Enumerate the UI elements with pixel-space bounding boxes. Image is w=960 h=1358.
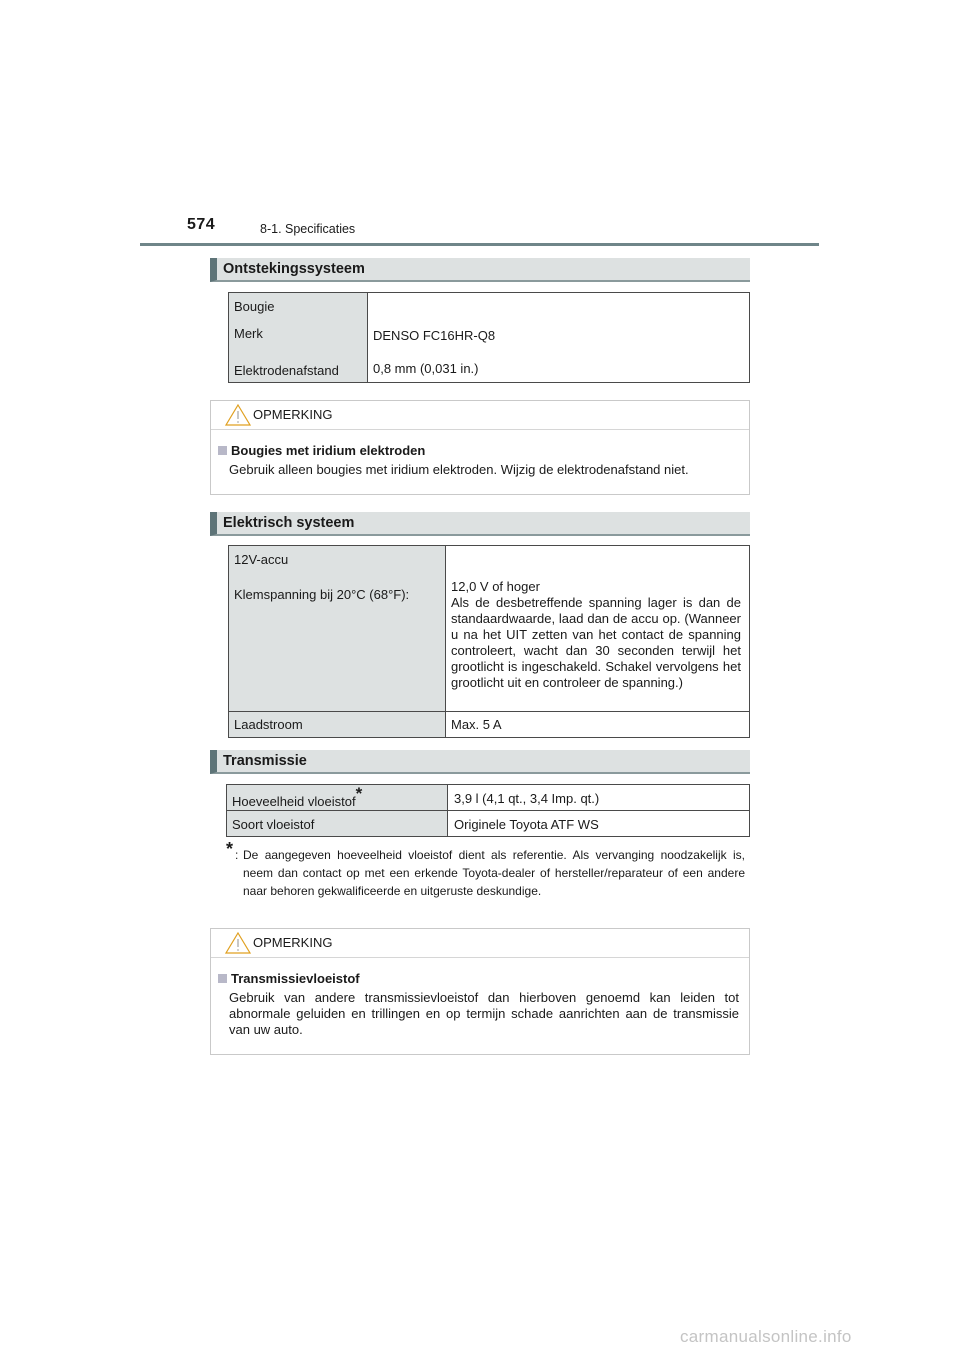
note-box-transmission: [210, 928, 750, 1055]
fluid-qty-label-cell: [227, 785, 448, 811]
charge-value: Max. 5 A: [451, 717, 502, 732]
ignition-value-gap: 0,8 mm (0,031 in.): [373, 361, 479, 376]
fluid-qty-value-cell: [448, 785, 750, 811]
fluid-type-label: Soort vloeistof: [232, 817, 315, 832]
section-ignition-title: [210, 258, 750, 282]
section-electrical-title-text: Elektrisch systeem: [223, 515, 355, 531]
electrical-table: [228, 545, 750, 738]
square-bullet-icon: [218, 974, 227, 983]
fluid-qty-marker: *: [355, 784, 363, 803]
fluid-type-value-cell: [448, 811, 750, 837]
table-row: [227, 785, 750, 811]
note-bullet: [218, 443, 425, 458]
electrical-values: [446, 546, 750, 712]
note-header: [211, 929, 749, 958]
voltage-description: Als de desbetreffende spanning lager is dan de standaardwaarde, laad dan de accu op. (Wanneer u na het UIT zetten van het contact de spanning controleert, wacht dan 30 seconden terwijl het grootlicht is ingeschakeld. Schakel vervolgens het grootlicht uit en controleer de spanning.): [451, 595, 741, 690]
section-ignition-title-text: Ontstekingssysteem: [223, 261, 365, 277]
fluid-qty-label: Hoeveelheid vloeistof: [232, 794, 356, 809]
note-bullet: [218, 971, 360, 986]
transmission-table: [226, 784, 750, 837]
note-bullet-title: Bougies met iridium elektroden: [231, 443, 426, 458]
section-electrical-title: [210, 512, 750, 536]
table-row: [229, 712, 750, 738]
footnote-text: De aangegeven hoeveelheid vloeistof dient als referentie. Als vervanging noodzakelijk is, neem dan contact op met een erkende Toyota-dealer of hersteller/reparateur of een andere naar behoren gekwalificeerde en uitgeruste deskundige.: [243, 848, 745, 898]
footnote-marker: *: [226, 839, 234, 859]
fluid-qty-value: 3,9 l (4,1 qt., 3,4 Imp. qt.): [454, 791, 600, 806]
electrical-labels: [229, 546, 446, 712]
ignition-value-merk: DENSO FC16HR-Q8: [373, 328, 496, 343]
charge-value-cell: [446, 712, 750, 738]
ignition-label-gap: Elektrodenafstand: [234, 363, 339, 378]
battery-label: 12V-accu: [234, 552, 289, 567]
ignition-label-merk: Merk: [234, 326, 263, 341]
footnote-colon: :: [235, 848, 239, 862]
ignition-labels: [229, 293, 368, 383]
table-row: [229, 546, 750, 712]
square-bullet-icon: [218, 446, 227, 455]
chapter-title: 8-1. Specificaties: [260, 222, 356, 236]
voltage-label: Klemspanning bij 20°C (68°F):: [234, 587, 410, 602]
watermark: carmanualsonline.info: [680, 1327, 852, 1346]
note-header: [211, 401, 749, 430]
fluid-qty-label-wrap: [232, 784, 363, 811]
ignition-table: [228, 292, 750, 383]
page-number: 574: [187, 216, 216, 233]
note-body: [211, 958, 749, 1056]
section-transmission-title: [210, 750, 750, 774]
note-box-spark-plugs: [210, 400, 750, 495]
table-row: [227, 811, 750, 837]
fluid-type-value: Originele Toyota ATF WS: [454, 817, 599, 832]
fluid-type-label-cell: [227, 811, 448, 837]
note-text: Gebruik alleen bougies met iridium elektroden. Wijzig de elektrodenafstand niet.: [229, 462, 689, 477]
note-heading: OPMERKING: [253, 407, 333, 422]
section-transmission-title-text: Transmissie: [223, 753, 307, 769]
charge-label-cell: [229, 712, 446, 738]
note-bullet-title: Transmissievloeistof: [231, 971, 360, 986]
ignition-values: [368, 293, 750, 383]
voltage-value: 12,0 V of hoger: [451, 579, 540, 594]
ignition-label-bougie: Bougie: [234, 299, 275, 314]
note-text: Gebruik van andere transmissievloeistof dan hierboven genoemd kan leiden tot abnormale geluiden en trillingen en op termijn schade aanrichten aan de transmissie van uw auto.: [229, 990, 739, 1037]
warning-icon: [225, 404, 251, 426]
note-body: [211, 430, 749, 496]
header-rule: [140, 243, 819, 246]
charge-label: Laadstroom: [234, 717, 303, 732]
warning-icon: [225, 932, 251, 954]
note-heading: OPMERKING: [253, 935, 333, 950]
table-row: [229, 293, 750, 383]
